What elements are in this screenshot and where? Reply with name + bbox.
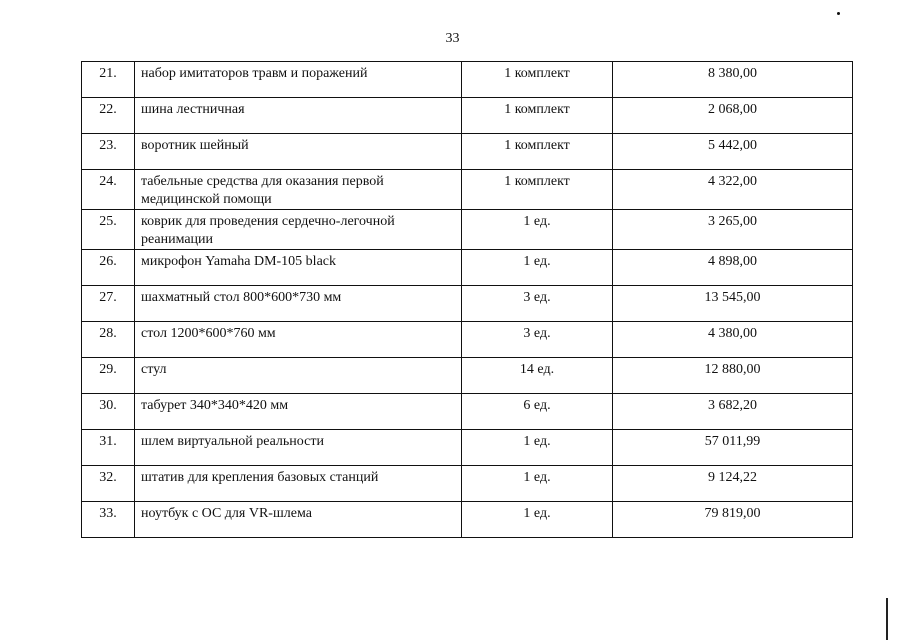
item-sum: 13 545,00 (613, 286, 853, 322)
table-row (82, 286, 853, 322)
table-row (82, 430, 853, 466)
table-row (82, 394, 853, 430)
table-row (82, 322, 853, 358)
item-name: штатив для крепления базовых станций (135, 466, 462, 502)
item-quantity: 3 ед. (462, 286, 613, 322)
item-name: табельные средства для оказания первой медицинской помощи (135, 170, 462, 210)
item-name: стул (135, 358, 462, 394)
table-row (82, 62, 853, 98)
item-quantity: 1 ед. (462, 502, 613, 538)
item-quantity: 1 ед. (462, 466, 613, 502)
item-name: шахматный стол 800*600*730 мм (135, 286, 462, 322)
item-name: воротник шейный (135, 134, 462, 170)
item-name: ноутбук с ОС для VR-шлема (135, 502, 462, 538)
item-quantity: 1 комплект (462, 170, 613, 210)
item-quantity: 1 ед. (462, 430, 613, 466)
table-row (82, 358, 853, 394)
table-row (82, 170, 853, 210)
item-name: шина лестничная (135, 98, 462, 134)
row-number: 23. (82, 134, 135, 170)
row-number: 33. (82, 502, 135, 538)
row-number: 32. (82, 466, 135, 502)
scan-dot (837, 12, 840, 15)
row-number: 21. (82, 62, 135, 98)
table-row (82, 250, 853, 286)
item-name: набор имитаторов травм и поражений (135, 62, 462, 98)
equipment-table (81, 61, 853, 538)
row-number: 25. (82, 210, 135, 250)
row-number: 24. (82, 170, 135, 210)
item-sum: 4 322,00 (613, 170, 853, 210)
table-row (82, 210, 853, 250)
row-number: 26. (82, 250, 135, 286)
item-name: коврик для проведения сердечно-легочной реанимации (135, 210, 462, 250)
item-name: стол 1200*600*760 мм (135, 322, 462, 358)
row-number: 22. (82, 98, 135, 134)
row-number: 31. (82, 430, 135, 466)
table-row (82, 502, 853, 538)
row-number: 28. (82, 322, 135, 358)
item-sum: 9 124,22 (613, 466, 853, 502)
scan-edge-mark (886, 598, 888, 640)
item-sum: 4 380,00 (613, 322, 853, 358)
item-name: шлем виртуальной реальности (135, 430, 462, 466)
item-sum: 8 380,00 (613, 62, 853, 98)
table-row (82, 98, 853, 134)
item-sum: 57 011,99 (613, 430, 853, 466)
item-quantity: 3 ед. (462, 322, 613, 358)
row-number: 30. (82, 394, 135, 430)
row-number: 29. (82, 358, 135, 394)
item-sum: 5 442,00 (613, 134, 853, 170)
item-quantity: 1 комплект (462, 134, 613, 170)
table-row (82, 466, 853, 502)
item-sum: 3 682,20 (613, 394, 853, 430)
table-row (82, 134, 853, 170)
item-sum: 12 880,00 (613, 358, 853, 394)
item-sum: 79 819,00 (613, 502, 853, 538)
item-quantity: 1 ед. (462, 210, 613, 250)
item-sum: 2 068,00 (613, 98, 853, 134)
row-number: 27. (82, 286, 135, 322)
item-name: табурет 340*340*420 мм (135, 394, 462, 430)
item-quantity: 14 ед. (462, 358, 613, 394)
item-sum: 4 898,00 (613, 250, 853, 286)
item-sum: 3 265,00 (613, 210, 853, 250)
item-name: микрофон Yamaha DM-105 black (135, 250, 462, 286)
item-quantity: 6 ед. (462, 394, 613, 430)
page-number: 33 (445, 31, 460, 46)
item-quantity: 1 ед. (462, 250, 613, 286)
item-quantity: 1 комплект (462, 62, 613, 98)
item-quantity: 1 комплект (462, 98, 613, 134)
